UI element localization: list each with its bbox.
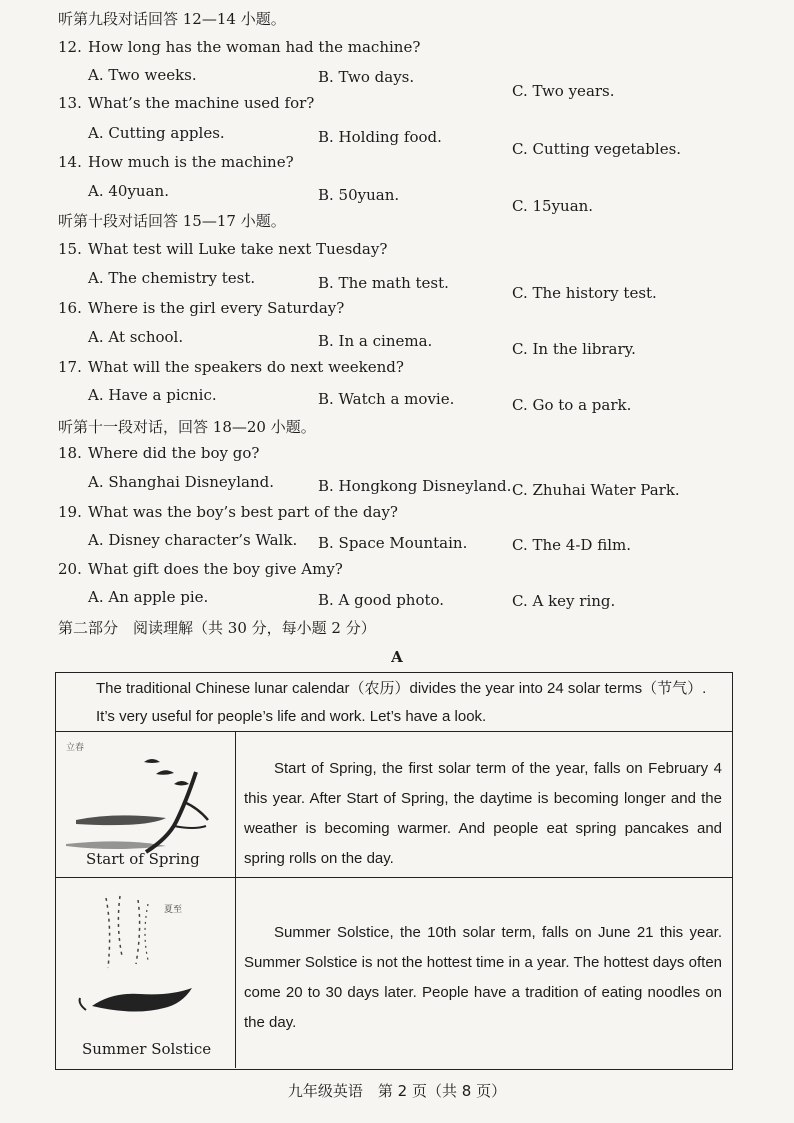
option-c: C. The history test. [512, 284, 657, 302]
option-a: A. Two weeks. [88, 66, 197, 84]
option-a: A. 40yuan. [88, 182, 169, 200]
table-intro: The traditional Chinese lunar calendar（农历）divides the year into 24 solar terms（节气）. It’s very useful for people’s life and work. Let’s have a look. [56, 673, 732, 732]
question-number: 17. [58, 358, 82, 376]
question-number: 13. [58, 94, 82, 112]
option-b: B. Space Mountain. [318, 534, 468, 552]
option-b: B. Watch a movie. [318, 390, 455, 408]
question-13 [58, 94, 314, 112]
question-17 [58, 358, 404, 376]
option-b: B. Hongkong Disneyland. [318, 477, 512, 495]
question-text: Where did the boy go? [88, 444, 260, 462]
section-heading-11: 听第十一段对话，回答 18—20 小题。 [58, 418, 316, 436]
paragraph: Start of Spring, the first solar term of the year, falls on February 4 this year. After Start of Spring, the daytime is becoming longer and the weather is becoming warmer. And people eat spring pancakes and spring rolls on the day. [244, 760, 722, 867]
section-heading-9: 听第九段对话回答 12—14 小题。 [58, 10, 286, 28]
seal-text: 立春 [66, 743, 85, 753]
question-text: How long has the woman had the machine? [88, 38, 421, 56]
option-a: A. The chemistry test. [88, 269, 256, 287]
option-c: C. 15yuan. [512, 197, 594, 215]
option-b: B. Two days. [318, 68, 415, 86]
question-text: Where is the girl every Saturday? [88, 299, 345, 317]
question-text: What was the boy’s best part of the day? [88, 503, 398, 521]
question-19 [58, 503, 398, 521]
question-number: 14. [58, 153, 82, 171]
option-c: C. Cutting vegetables. [512, 140, 682, 158]
caption-start-of-spring: Start of Spring [86, 850, 200, 868]
swallow-icon [174, 781, 189, 786]
passage-letter: A [391, 648, 403, 666]
question-number: 16. [58, 299, 82, 317]
option-c: C. A key ring. [512, 592, 616, 610]
option-a: A. Cutting apples. [88, 124, 225, 142]
question-text: What will the speakers do next weekend? [88, 358, 404, 376]
illustration-cell [56, 878, 236, 1068]
swallow-icon [144, 759, 160, 763]
question-text: How much is the machine? [88, 153, 294, 171]
option-c: C. The 4-D film. [512, 536, 631, 554]
question-number: 15. [58, 240, 82, 258]
option-a: A. Shanghai Disneyland. [88, 473, 274, 491]
option-a: A. An apple pie. [88, 588, 209, 606]
question-16 [58, 299, 344, 317]
page-footer: 九年级英语 第 2 页（共 8 页） [287, 1082, 507, 1100]
illustration-cell [56, 732, 236, 877]
option-b: B. A good photo. [318, 591, 445, 609]
option-c: C. In the library. [512, 340, 636, 358]
question-number: 20. [58, 560, 82, 578]
question-12 [58, 38, 420, 56]
summer-solstice-text [236, 878, 732, 1068]
question-text: What’s the machine used for? [88, 94, 315, 112]
reading-section-title: 第二部分 阅读理解（共 30 分，每小题 2 分） [58, 619, 376, 637]
option-b: B. 50yuan. [318, 186, 400, 204]
question-14 [58, 153, 294, 171]
question-text: What gift does the boy give Amy? [88, 560, 343, 578]
solar-terms-table [55, 672, 733, 1070]
option-a: A. At school. [88, 328, 184, 346]
question-number: 19. [58, 503, 82, 521]
section-heading-10: 听第十段对话回答 15—17 小题。 [58, 212, 286, 230]
option-c: C. Two years. [512, 82, 615, 100]
start-of-spring-text [236, 732, 732, 877]
question-text: What test will Luke take next Tuesday? [88, 240, 388, 258]
option-c: C. Zhuhai Water Park. [512, 481, 680, 499]
table-row [56, 878, 732, 1068]
option-b: B. In a cinema. [318, 332, 433, 350]
swallow-icon [156, 770, 174, 775]
paragraph: Summer Solstice, the 10th solar term, falls on June 21 this year. Summer Solstice is not the hottest time in a year. The hottest days often come 20 to 30 days later. People have a tradition of eating noodles on the day. [244, 924, 722, 1031]
question-15 [58, 240, 387, 258]
option-b: B. The math test. [318, 274, 449, 292]
option-a: A. Have a picnic. [88, 386, 217, 404]
question-20 [58, 560, 343, 578]
question-number: 18. [58, 444, 82, 462]
option-c: C. Go to a park. [512, 396, 632, 414]
option-b: B. Holding food. [318, 128, 442, 146]
table-row [56, 732, 732, 878]
seal-text: 夏至 [164, 905, 183, 915]
question-number: 12. [58, 38, 82, 56]
option-a: A. Disney character’s Walk. [88, 531, 298, 549]
caption-summer-solstice: Summer Solstice [82, 1040, 212, 1058]
question-18 [58, 444, 259, 462]
